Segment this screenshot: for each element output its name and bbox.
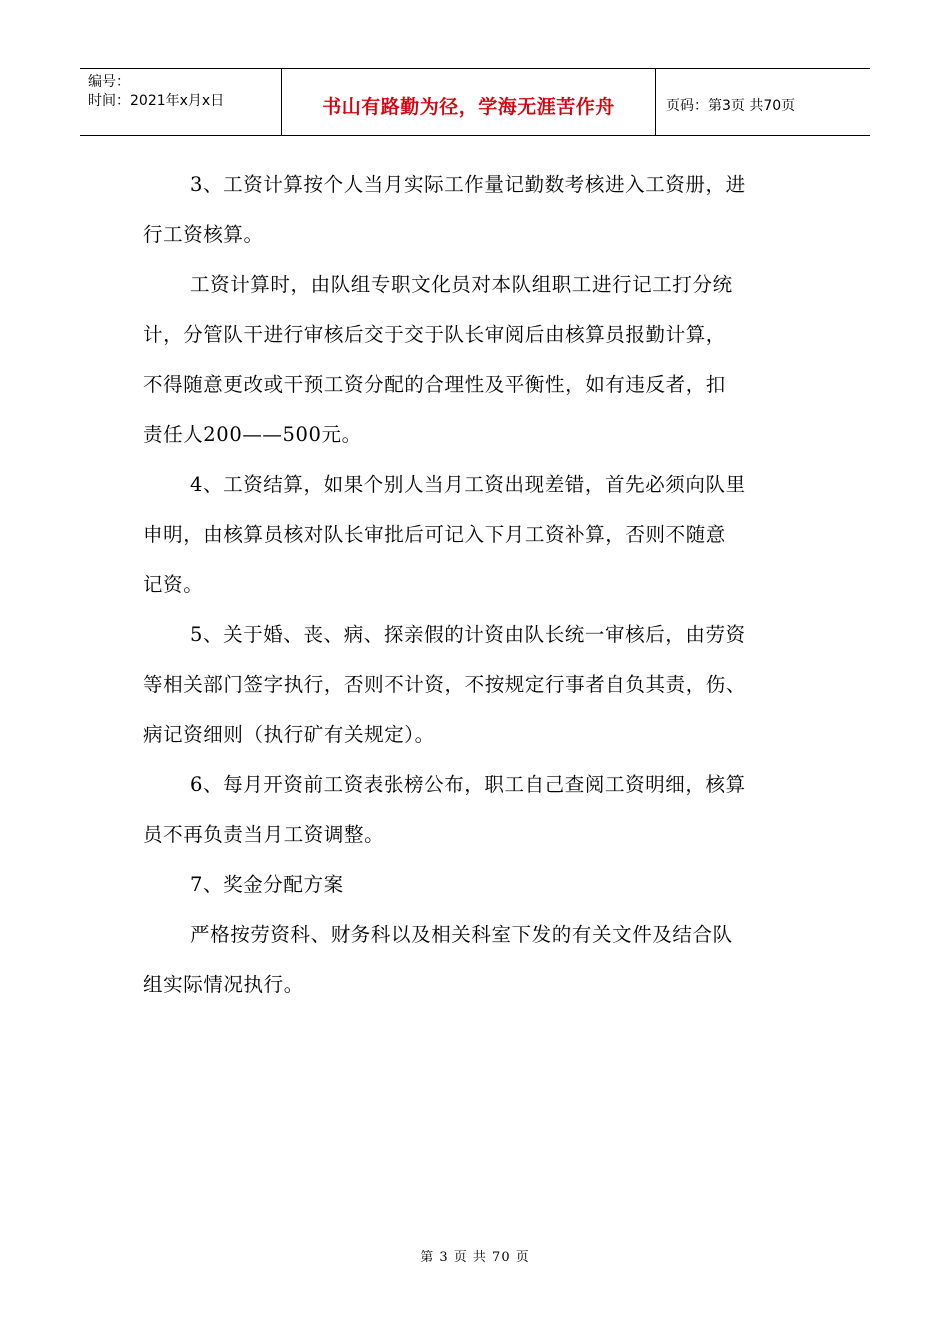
header-meta (80, 69, 282, 135)
paragraph (143, 460, 808, 610)
paragraph-line: 6、每月开资前工资表张榜公布，职工自己查阅工资明细，核算 (190, 773, 746, 796)
paragraph (143, 260, 808, 460)
paragraph-line: 不得随意更改或干预工资分配的合理性及平衡性，如有违反者，扣 (143, 373, 726, 396)
header-page-info (656, 69, 870, 135)
paragraph-line: 病记资细则（执行矿有关规定）。 (143, 723, 435, 746)
paragraph-line: 3、工资计算按个人当月实际工作量记勤数考核进入工资册，进 (190, 173, 746, 196)
paragraph-line: 4、工资结算，如果个别人当月工资出现差错，首先必须向队里 (190, 473, 746, 496)
paragraph (143, 610, 808, 760)
paragraph-line: 责任人200——500元。 (143, 423, 362, 446)
document-code-label: 编号： (88, 74, 130, 90)
paragraph-line: 7、奖金分配方案 (190, 873, 344, 896)
paragraph-line: 等相关部门签字执行，否则不计资，不按规定行事者自负其责，伤、 (143, 673, 747, 696)
document-body (143, 160, 808, 1010)
paragraph (143, 760, 808, 860)
document-time-label: 时间：2021年x月x日 (88, 93, 225, 109)
paragraph-line: 组实际情况执行。 (143, 973, 304, 996)
header-page-number: 页码：第3页 共70页 (666, 98, 796, 114)
paragraph-line: 工资计算时，由队组专职文化员对本队组职工进行记工打分统 (190, 273, 733, 296)
paragraph (143, 860, 808, 910)
footer-page-number: 第 3 页 共 70 页 (420, 1250, 530, 1265)
paragraph-line: 申明，由核算员核对队长审批后可记入下月工资补算，否则不随意 (143, 523, 726, 546)
paragraph-line: 员不再负责当月工资调整。 (143, 823, 385, 846)
paragraph-line: 行工资核算。 (143, 223, 264, 246)
header-motto: 书山有路勤为径，学海无涯苦作舟 (322, 95, 615, 118)
paragraph (143, 910, 808, 1010)
header-motto-cell (282, 69, 656, 135)
page-header (80, 68, 870, 136)
paragraph-line: 严格按劳资科、财务科以及相关科室下发的有关文件及结合队 (190, 923, 733, 946)
page-footer (0, 1246, 950, 1265)
paragraph-line: 计，分管队干进行审核后交于交于队长审阅后由核算员报勤计算， (143, 323, 726, 346)
paragraph (143, 160, 808, 260)
paragraph-line: 记资。 (143, 573, 204, 596)
paragraph-line: 5、关于婚、丧、病、探亲假的计资由队长统一审核后，由劳资 (190, 623, 746, 646)
